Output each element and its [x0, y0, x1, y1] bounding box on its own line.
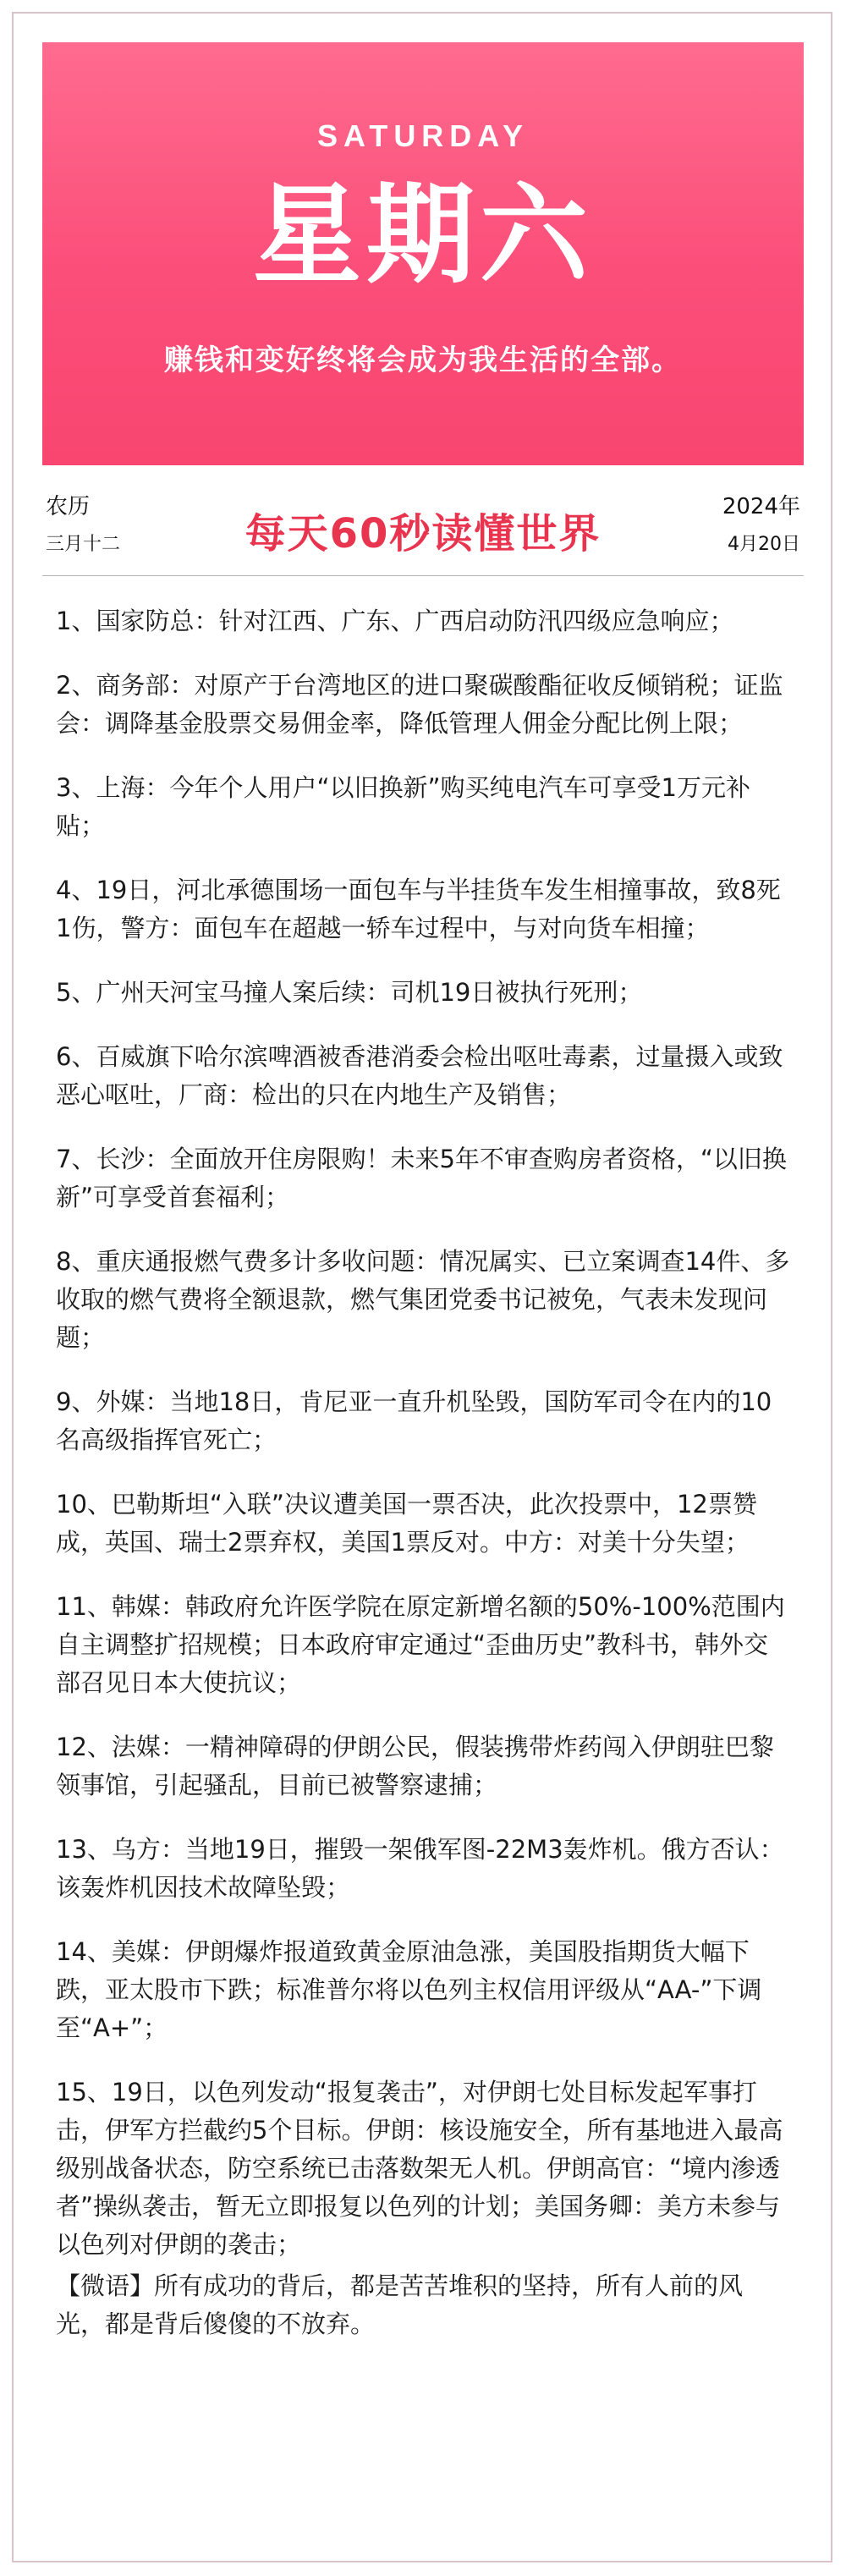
news-item: 1、国家防总：针对江西、广东、广西启动防汛四级应急响应； [56, 607, 734, 635]
weekday-english: SATURDAY [316, 118, 530, 153]
daily-quote: 【微语】所有成功的背后，都是苦苦堆积的坚持，所有人前的风光，都是背后傻傻的不放弃。 [56, 2271, 744, 2338]
news-item: 13、乌方：当地19日，摧毁一架俄军图-22M3轰炸机。俄方否认：该轰炸机因技术故障坠毁； [56, 1835, 784, 1902]
banner-motto: 赚钱和变好终将会成为我生活的全部。 [164, 343, 682, 377]
news-item: 15、19日，以色列发动“报复袭击”，对伊朗七处目标发起军事打击，伊军方拦截约5个目标。伊朗：核设施安全，所有基地进入最高级别战备状态，防空系统已击落数架无人机。伊朗高官：“境内渗透者”操纵袭击，暂无立即报复以色列的计划；美国务卿：美方未参与以色列对伊朗的袭击； [56, 2078, 783, 2259]
page-title: 每天60秒读懂世界 [244, 510, 602, 557]
divider [42, 575, 804, 576]
date-header [42, 489, 804, 574]
news-item: 2、商务部：对原产于台湾地区的进口聚碳酸酯征收反倾销税；证监会：调降基金股票交易佣金率，降低管理人佣金分配比例上限； [56, 671, 783, 738]
news-item: 8、重庆通报燃气费多计多收问题：情况属实、已立案调查14件、多收取的燃气费将全额退款，燃气集团党委书记被免，气表未发现问题； [56, 1247, 790, 1352]
news-item: 9、外媒：当地18日，肯尼亚一直升机坠毁，国防军司令在内的10名高级指挥官死亡； [56, 1387, 772, 1454]
news-item: 10、巴勒斯坦“入联”决议遭美国一票否决，此次投票中，12票赞成，英国、瑞士2票弃权，美国1票反对。中方：对美十分失望； [56, 1490, 757, 1557]
news-item: 12、法媒：一精神障碍的伊朗公民，假装携带炸药闯入伊朗驻巴黎领事馆，引起骚乱，目前已被警察逮捕； [56, 1733, 774, 1799]
lunar-date: 三月十二 [46, 534, 121, 555]
news-item: 4、19日，河北承德围场一面包车与半挂货车发生相撞事故，致8死1伤，警方：面包车在超越一轿车过程中，与对向货车相撞； [56, 876, 781, 942]
date: 4月20日 [728, 534, 800, 555]
news-item: 7、长沙：全面放开住房限购！未来5年不审查购房者资格，“以旧换新”可享受首套福利； [56, 1145, 787, 1211]
weekday-chinese: 星期六 [252, 172, 593, 299]
lunar-label: 农历 [46, 494, 91, 519]
weekday-banner [42, 42, 804, 465]
news-list [56, 602, 790, 2343]
news-item: 6、百威旗下哈尔滨啤酒被香港消委会检出呕吐毒素，过量摄入或致恶心呕吐，厂商：检出的只在内地生产及销售； [56, 1042, 783, 1109]
news-item: 11、韩媒：韩政府允许医学院在原定新增名额的50%-100%范围内自主调整扩招规模；日本政府审定通过“歪曲历史”教科书，韩外交部召见日本大使抗议； [56, 1592, 785, 1697]
news-item: 14、美媒：伊朗爆炸报道致黄金原油急涨，美国股指期货大幅下跌，亚太股市下跌；标准普尔将以色列主权信用评级从“AA-”下调至“A+”； [56, 1937, 762, 2042]
news-item: 3、上海：今年个人用户“以旧换新”购买纯电汽车可享受1万元补贴； [56, 773, 750, 840]
year: 2024年 [722, 494, 800, 519]
news-item: 5、广州天河宝马撞人案后续：司机19日被执行死刑； [56, 978, 643, 1007]
